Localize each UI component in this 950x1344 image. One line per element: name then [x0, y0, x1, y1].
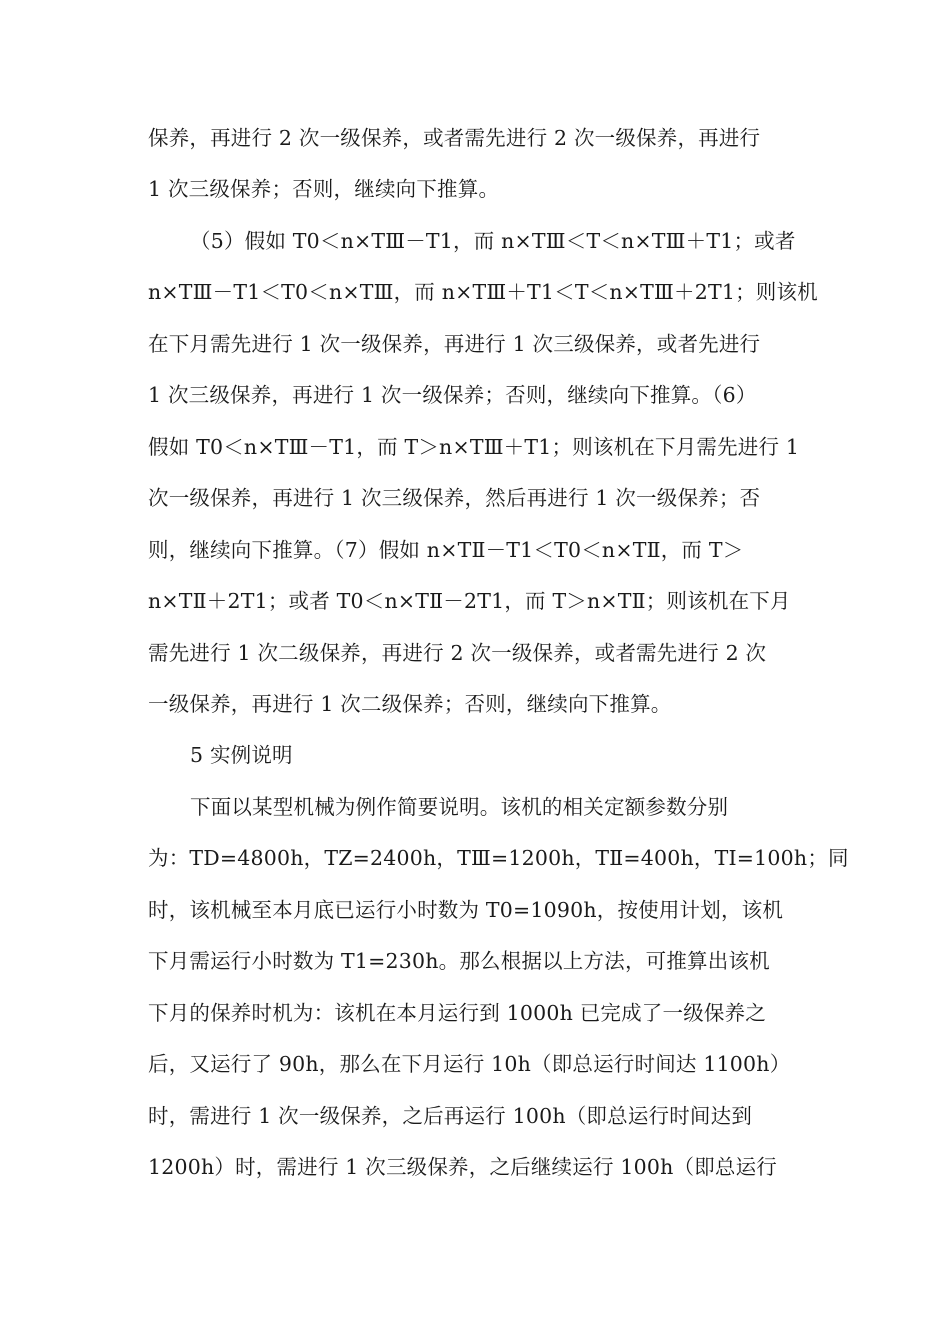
text-line: 1 次三级保养，再进行 1 次一级保养；否则，继续向下推算。（6） — [148, 383, 757, 407]
section-heading: 5 实例说明 — [190, 743, 293, 767]
text-line: 为：TD=4800h，TZ=2400h，TⅢ=1200h，TⅡ=400h，TⅠ=100h；同 — [148, 846, 849, 870]
text-line: 1 次三级保养；否则，继续向下推算。 — [148, 177, 500, 201]
text-line: 下月的保养时机为：该机在本月运行到 1000h 已完成了一级保养之 — [148, 1001, 767, 1025]
text-line: 时，需进行 1 次一级保养，之后再运行 100h（即总运行时间达到 — [148, 1104, 753, 1128]
text-line: n×TⅢ－T1＜T0＜n×TⅢ，而 n×TⅢ＋T1＜T＜n×TⅢ＋2T1；则该机 — [148, 280, 818, 304]
paragraph-example-start: 下面以某型机械为例作简要说明。该机的相关定额参数分别 — [190, 795, 729, 819]
text-line: 一级保养，再进行 1 次二级保养；否则，继续向下推算。 — [148, 692, 672, 716]
text-line: 后，又运行了 90h，那么在下月运行 10h（即总运行时间达 1100h） — [148, 1052, 791, 1076]
text-line: 保养，再进行 2 次一级保养，或者需先进行 2 次一级保养，再进行 — [148, 126, 761, 150]
paragraph-5-start: （5）假如 T0＜n×TⅢ－T1，而 n×TⅢ＜T＜n×TⅢ＋T1；或者 — [190, 229, 796, 253]
text-line: 假如 T0＜n×TⅢ－T1，而 T＞n×TⅢ＋T1；则该机在下月需先进行 1 — [148, 435, 800, 459]
text-line: 1200h）时，需进行 1 次三级保养，之后继续运行 100h（即总运行 — [148, 1155, 777, 1179]
text-line: 下月需运行小时数为 T1=230h。那么根据以上方法，可推算出该机 — [148, 949, 770, 973]
text-line: 次一级保养，再进行 1 次三级保养，然后再进行 1 次一级保养；否 — [148, 486, 761, 510]
text-line: 需先进行 1 次二级保养，再进行 2 次一级保养，或者需先进行 2 次 — [148, 641, 767, 665]
text-line: 则，继续向下推算。（7）假如 n×TⅡ－T1＜T0＜n×TⅡ，而 T＞ — [148, 538, 744, 562]
text-line: 时，该机械至本月底已运行小时数为 T0=1090h，按使用计划，该机 — [148, 898, 784, 922]
text-line: 在下月需先进行 1 次一级保养，再进行 1 次三级保养，或者先进行 — [148, 332, 761, 356]
text-line: n×TⅡ＋2T1；或者 T0＜n×TⅡ－2T1，而 T＞n×TⅡ；则该机在下月 — [148, 589, 791, 613]
